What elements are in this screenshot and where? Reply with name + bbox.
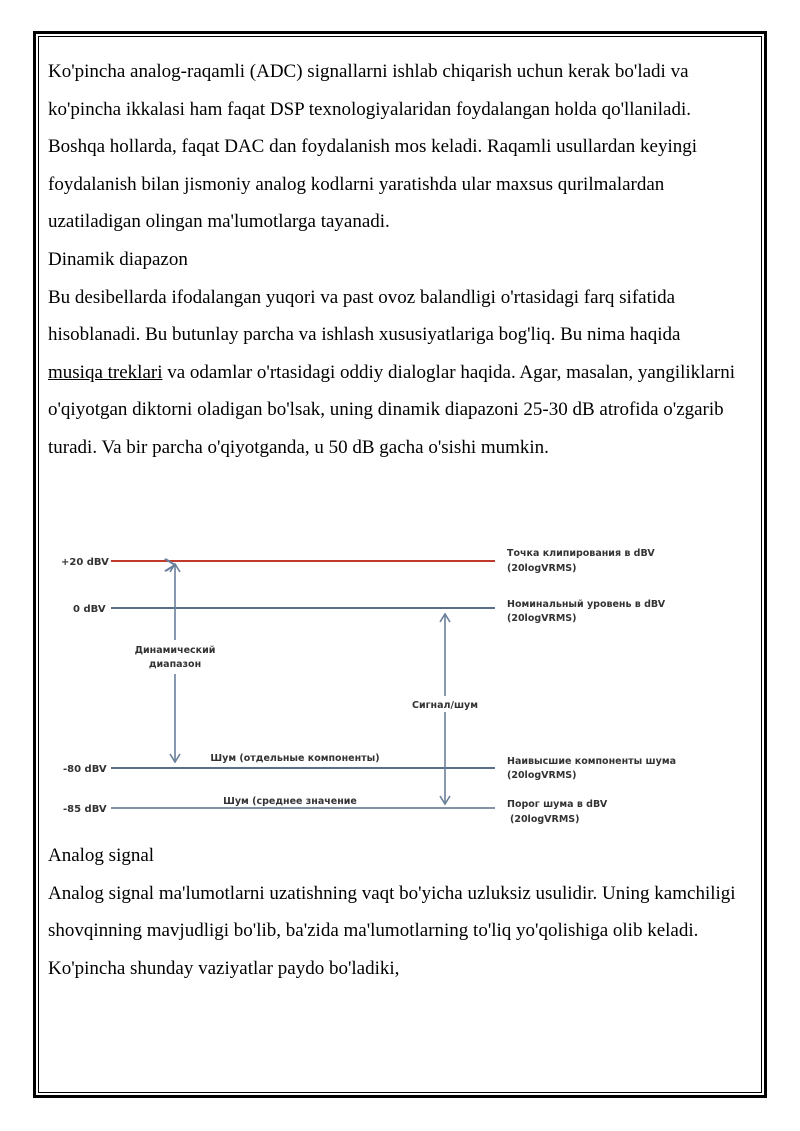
noise-components-label: Шум (отдельные компоненты) <box>210 753 380 764</box>
dynamic-range-label-1: Динамический <box>134 645 216 656</box>
noise-average-label: Шум (среднее значение <box>223 796 357 807</box>
noise-floor-unit: (20logVRMS) <box>510 814 580 825</box>
clip-level-title: Точка клипирования в dBV <box>507 548 655 559</box>
paragraph-adc: Ko'pincha analog-raqamli (ADC) signallarni ishlab chiqarish uchun kerak bo'ladi va ko'pincha ikkalasi ham faqat DSP texnologiyalaridan foydalangan holda qo'llaniladi. Boshqa hollarda, faqat DAC dan foydalanish mos keladi. Raqamli usullardan keyingi foydalanish bilan jismoniy analog kodlarni yaratishda ular maxsus qurilmalardan uzatiladigan olingan ma'lumotlarga tayanadi. <box>48 61 698 233</box>
level-label-minus80: -80 dBV <box>63 764 107 775</box>
level-label-plus20: +20 dBV <box>61 557 109 568</box>
noise-floor-title: Порог шума в dBV <box>507 799 608 810</box>
paragraph-analog-signal: Analog signal ma'lumotlarni uzatishning vaqt bo'yicha uzluksiz usulidir. Uning kamchiligi shovqinning mavjudligi bo'lib, ba'zida ma'lumotlarning to'liq yo'qolishiga olib keladi. Ko'pincha shunday vaziyatlar paydo bo'ladiki, <box>48 882 736 979</box>
paragraph-part-1: Bu desibellarda ifodalangan yuqori va past ovoz balandligi o'rtasidagi farq sifatida hisoblanadi. Bu butunlay parcha va ishlash xususiyatlariga bog'liq. Bu nima haqida <box>48 286 681 346</box>
level-label-0: 0 dBV <box>73 604 106 615</box>
dynamic-range-diagram <box>55 540 695 830</box>
level-label-minus85: -85 dBV <box>63 804 107 815</box>
section-heading-dynamic-range: Dinamik diapazon <box>48 248 188 270</box>
noise-peak-title: Наивысшие компоненты шума <box>507 756 677 767</box>
noise-peak-unit: (20logVRMS) <box>507 770 577 781</box>
text-block-bottom <box>48 837 738 987</box>
section-heading-analog-signal: Analog signal <box>48 845 155 866</box>
text-block-top <box>48 53 738 467</box>
nominal-level-unit: (20logVRMS) <box>507 613 577 624</box>
dynamic-range-label-2: диапазон <box>148 659 202 670</box>
nominal-level-title: Номинальный уровень в dBV <box>507 599 666 610</box>
paragraph-dynamic-range <box>48 279 738 467</box>
paragraph-part-2: va odamlar o'rtasidagi oddiy dialoglar haqida. Agar, masalan, yangiliklarni o'qiyotgan diktorni oladigan bo'lsak, uning dinamik diapazoni 25-30 dB atrofida o'zgarib turadi. Va bir parcha o'qiyotganda, u 50 dB gacha o'sishi mumkin. <box>48 361 735 458</box>
snr-label: Сигнал/шум <box>411 700 479 711</box>
clip-level-unit: (20logVRMS) <box>507 563 577 574</box>
music-tracks-link[interactable]: musiqa treklari <box>48 361 163 383</box>
